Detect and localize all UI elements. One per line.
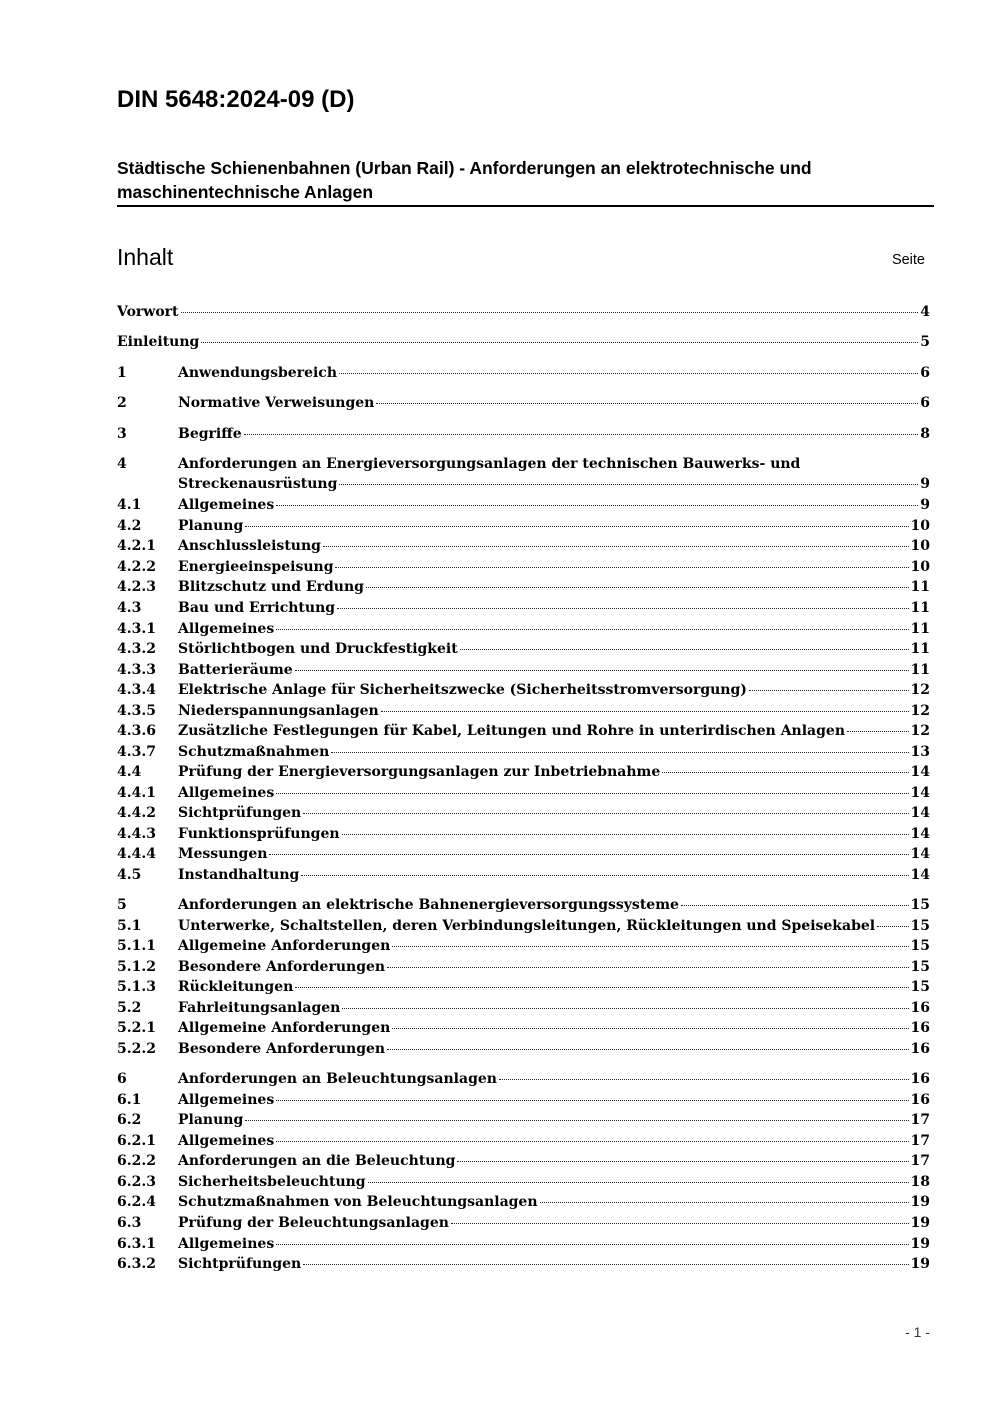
toc-entry-title: Allgemeines <box>178 497 275 513</box>
toc-leader-dots <box>342 834 909 835</box>
toc-entry-section-6[interactable] <box>117 1069 930 1089</box>
toc-entry-title: Sicherheitsbeleuchtung <box>178 1174 366 1190</box>
toc-entry-section-4-3[interactable] <box>117 598 930 618</box>
footer-page-number: - 1 - <box>905 1324 930 1340</box>
toc-entry-page: 16 <box>910 1071 930 1087</box>
toc-entry-section-4-2[interactable] <box>117 516 930 536</box>
toc-entry-section-4-5[interactable] <box>117 865 930 885</box>
toc-entry-title: Fahrleitungsanlagen <box>178 1000 341 1016</box>
toc-heading: Inhalt <box>117 244 174 270</box>
toc-entry-title: Besondere Anforderungen <box>178 1041 386 1057</box>
toc-leader-dots <box>877 926 908 927</box>
toc-entry-einleitung[interactable] <box>117 332 930 352</box>
toc-leader-dots <box>295 987 908 988</box>
toc-entry-page: 17 <box>910 1153 930 1169</box>
toc-entry-title: Anschlussleistung <box>178 538 321 554</box>
toc-entry-section-4-4-4[interactable] <box>117 844 930 864</box>
toc-entry-section-6-2-3[interactable] <box>117 1172 930 1192</box>
toc-leader-dots <box>303 813 908 814</box>
toc-entry-title: Prüfung der Energieversorgungsanlagen zur Inbetriebnahme <box>178 764 661 780</box>
toc-leader-dots <box>245 1120 908 1121</box>
toc-entry-section-4-1[interactable] <box>117 495 930 515</box>
toc-entry-title: Rückleitungen <box>178 979 294 995</box>
toc-leader-dots <box>457 1161 908 1162</box>
toc-entry-page: 14 <box>910 785 930 801</box>
toc-leader-dots <box>366 587 909 588</box>
toc-entry-title: Batterieräume <box>178 662 293 678</box>
toc-entry-title: Normative Verweisungen <box>178 395 375 411</box>
toc-entry-number: 6.3.2 <box>117 1256 156 1272</box>
toc-entry-number: 2 <box>117 395 127 411</box>
toc-entry-section-4-3-3[interactable] <box>117 660 930 680</box>
toc-entry-title: Allgemeine Anforderungen <box>178 1020 391 1036</box>
toc-entry-page: 15 <box>910 979 930 995</box>
document-number: DIN 5648:2024-09 (D) <box>117 86 355 113</box>
toc-entry-number: 4.3.1 <box>117 621 156 637</box>
toc-entry-title: Planung <box>178 518 244 534</box>
toc-entry-page: 14 <box>910 846 930 862</box>
toc-leader-dots <box>276 1244 908 1245</box>
toc-entry-number: 6.2.3 <box>117 1174 156 1190</box>
toc-leader-dots <box>387 967 908 968</box>
toc-entry-page: 12 <box>910 723 930 739</box>
toc-leader-dots <box>269 854 908 855</box>
toc-entry-title: Energieeinspeisung <box>178 559 334 575</box>
toc-entry-number: 5.1 <box>117 918 142 934</box>
toc-entry-title: Allgemeines <box>178 1236 275 1252</box>
toc-leader-dots <box>847 731 909 732</box>
toc-leader-dots <box>342 1008 908 1009</box>
toc-entry-title: Einleitung <box>117 334 200 350</box>
toc-entry-section-5-1-2[interactable] <box>117 957 930 977</box>
toc-entry-title: Funktionsprüfungen <box>178 826 340 842</box>
toc-entry-page: 10 <box>910 538 930 554</box>
toc-leader-dots <box>681 905 909 906</box>
toc-entry-page: 14 <box>910 805 930 821</box>
toc-entry-number: 3 <box>117 426 127 442</box>
toc-entry-number: 1 <box>117 365 127 381</box>
toc-entry-number: 4.3.3 <box>117 662 156 678</box>
toc-leader-dots <box>245 526 908 527</box>
toc-entry-page: 11 <box>910 579 930 595</box>
toc-entry-section-4-2-1[interactable] <box>117 536 930 556</box>
toc-entry-title: Allgemeines <box>178 1133 275 1149</box>
toc-entry-page: 15 <box>910 959 930 975</box>
toc-leader-dots <box>381 711 909 712</box>
toc-entry-section-4-4-1[interactable] <box>117 783 930 803</box>
toc-entry-number: 5.2.2 <box>117 1041 156 1057</box>
toc-entry-section-3[interactable] <box>117 424 930 444</box>
toc-entry-title: Blitzschutz und Erdung <box>178 579 364 595</box>
toc-entry-page: 11 <box>910 662 930 678</box>
toc-entry-page: 11 <box>910 621 930 637</box>
toc-entry-section-5-1-3[interactable] <box>117 977 930 997</box>
toc-entry-page: 12 <box>910 682 930 698</box>
toc-leader-dots <box>540 1202 909 1203</box>
toc-leader-dots <box>301 875 908 876</box>
toc-entry-number: 5.2.1 <box>117 1020 156 1036</box>
toc-leader-dots <box>181 312 919 313</box>
toc-entry-page: 14 <box>910 826 930 842</box>
toc-leader-dots <box>387 1049 908 1050</box>
toc-entry-title: Vorwort <box>117 304 179 320</box>
toc-entry-number: 6.3.1 <box>117 1236 156 1252</box>
toc-entry-title: Allgemeine Anforderungen <box>178 938 391 954</box>
toc-leader-dots <box>337 608 908 609</box>
toc-leader-dots <box>303 1264 908 1265</box>
toc-entry-section-5-2-1[interactable] <box>117 1018 930 1038</box>
toc-leader-dots <box>339 484 918 485</box>
toc-leader-dots <box>335 567 908 568</box>
toc-entry-number: 6.2 <box>117 1112 142 1128</box>
toc-entry-page: 16 <box>910 1041 930 1057</box>
toc-entry-number: 6.2.1 <box>117 1133 156 1149</box>
toc-entry-page: 15 <box>910 897 930 913</box>
toc-entry-vorwort[interactable] <box>117 302 930 322</box>
toc-leader-dots <box>201 342 918 343</box>
toc-entry-page: 16 <box>910 1092 930 1108</box>
toc-leader-dots <box>276 1141 908 1142</box>
toc-entry-number: 4.3.2 <box>117 641 156 657</box>
toc-entry-section-2[interactable] <box>117 393 930 413</box>
toc-entry-title: Anforderungen an elektrische Bahnenergieversorgungssysteme <box>178 897 679 913</box>
toc-entry-section-4-2-3[interactable] <box>117 577 930 597</box>
toc-entry-title: Begriffe <box>178 426 242 442</box>
page-column-label: Seite <box>891 252 925 268</box>
toc-entry-number: 5.1.1 <box>117 938 156 954</box>
toc-entry-page: 14 <box>910 764 930 780</box>
toc-leader-dots <box>460 649 909 650</box>
toc-entry-number: 4.3.6 <box>117 723 156 739</box>
toc-leader-dots <box>244 434 919 435</box>
toc-entry-title: Messungen <box>178 846 268 862</box>
toc-entry-title: Anforderungen an Beleuchtungsanlagen <box>178 1071 497 1087</box>
toc-entry-section-6-3-2[interactable] <box>117 1254 930 1274</box>
toc-leader-dots <box>376 403 918 404</box>
toc-entry-title: Anwendungsbereich <box>178 365 337 381</box>
toc-entry-number: 4.5 <box>117 867 142 883</box>
toc-entry-number: 4.3.7 <box>117 744 156 760</box>
toc-entry-section-4-3-1[interactable] <box>117 619 930 639</box>
toc-entry-number: 4.3.5 <box>117 703 156 719</box>
toc-entry-title: Bau und Errichtung <box>178 600 336 616</box>
toc-entry-page: 19 <box>910 1194 930 1210</box>
toc-entry-page: 10 <box>910 559 930 575</box>
toc-leader-dots <box>323 546 909 547</box>
toc-entry-section-1[interactable] <box>117 363 930 383</box>
toc-entry-page: 14 <box>910 867 930 883</box>
toc-entry-page: 15 <box>910 918 930 934</box>
toc-entry-page: 5 <box>920 334 930 350</box>
toc-entry-page: 9 <box>920 476 930 492</box>
toc-entry-section-4-2-2[interactable] <box>117 557 930 577</box>
toc-entry-title: Sichtprüfungen <box>178 805 302 821</box>
toc-entry-section-6-2-1[interactable] <box>117 1131 930 1151</box>
toc-entry-number: 5 <box>117 897 127 913</box>
toc-entry-section-6-2[interactable] <box>117 1110 930 1130</box>
toc-leader-dots <box>451 1223 909 1224</box>
toc-entry-number: 5.2 <box>117 1000 142 1016</box>
toc-entry-title: Allgemeines <box>178 621 275 637</box>
toc-entry-page: 19 <box>910 1215 930 1231</box>
toc-entry-number: 6.1 <box>117 1092 142 1108</box>
toc-entry-page: 9 <box>920 497 930 513</box>
toc-entry-section-4-3-6[interactable] <box>117 721 930 741</box>
toc-entry-title: Schutzmaßnahmen von Beleuchtungsanlagen <box>178 1194 538 1210</box>
toc-entry-number: 4.4.4 <box>117 846 156 862</box>
toc-entry-page: 16 <box>910 1000 930 1016</box>
toc-entry-title: Planung <box>178 1112 244 1128</box>
toc-entry-title: Störlichtbogen und Druckfestigkeit <box>178 641 458 657</box>
toc-leader-dots <box>662 772 908 773</box>
toc-entry-section-4-4[interactable] <box>117 762 930 782</box>
toc-entry-number: 4.2.2 <box>117 559 156 575</box>
toc-entry-page: 18 <box>910 1174 930 1190</box>
toc-entry-page: 10 <box>910 518 930 534</box>
toc-entry-page: 13 <box>910 744 930 760</box>
toc-leader-dots <box>331 752 908 753</box>
toc-leader-dots <box>499 1079 909 1080</box>
toc-entry-section-5[interactable] <box>117 895 930 915</box>
toc-leader-dots <box>339 373 918 374</box>
toc-entry-title: Besondere Anforderungen <box>178 959 386 975</box>
toc-entry-title: Niederspannungsanlagen <box>178 703 379 719</box>
toc-entry-page: 12 <box>910 703 930 719</box>
toc-entry-number: 4.1 <box>117 497 142 513</box>
toc-entry-title: Prüfung der Beleuchtungsanlagen <box>178 1215 449 1231</box>
toc-entry-section-6-1[interactable] <box>117 1090 930 1110</box>
toc-entry-number: 4.2.3 <box>117 579 156 595</box>
toc-entry-page: 19 <box>910 1256 930 1272</box>
toc-entry-page: 4 <box>920 304 930 320</box>
toc-leader-dots <box>276 629 908 630</box>
toc-entry-page: 11 <box>910 600 930 616</box>
toc-entry-section-6-2-2[interactable] <box>117 1151 930 1171</box>
toc-entry-title-continued: Streckenausrüstung <box>178 476 338 492</box>
document-title: Städtische Schienenbahnen (Urban Rail) - Anforderungen an elektrotechnische und maschinentechnische Anlagen <box>117 156 934 207</box>
toc-entry-number: 4.4.3 <box>117 826 156 842</box>
toc-entry-section-4-3-5[interactable] <box>117 701 930 721</box>
toc-entry-page: 17 <box>910 1112 930 1128</box>
toc-entry-section-6-3-1[interactable] <box>117 1234 930 1254</box>
toc-entry-title: Elektrische Anlage für Sicherheitszwecke (Sicherheitsstromversorgung) <box>178 682 747 698</box>
toc-entry-title: Zusätzliche Festlegungen für Kabel, Leitungen und Rohre in unterirdischen Anlagen <box>178 723 845 739</box>
toc-entry-section-6-2-4[interactable] <box>117 1192 930 1212</box>
toc-entry-page: 11 <box>910 641 930 657</box>
toc-entry-page: 19 <box>910 1236 930 1252</box>
toc-entry-number: 6.3 <box>117 1215 142 1231</box>
toc-entry-section-4-4-3[interactable] <box>117 824 930 844</box>
toc-entry-number: 4.2 <box>117 518 142 534</box>
toc-leader-dots <box>276 1100 908 1101</box>
toc-entry-title: Allgemeines <box>178 785 275 801</box>
toc-entry-section-5-2[interactable] <box>117 998 930 1018</box>
toc-entry-page: 16 <box>910 1020 930 1036</box>
toc-entry-number: 6.2.4 <box>117 1194 156 1210</box>
toc-entry-number: 5.1.2 <box>117 959 156 975</box>
toc-entry-number: 6.2.2 <box>117 1153 156 1169</box>
toc-entry-number: 4.3.4 <box>117 682 156 698</box>
toc-entry-page: 6 <box>920 365 930 381</box>
toc-entry-section-4-4-2[interactable] <box>117 803 930 823</box>
toc-entry-section-4-3-7[interactable] <box>117 742 930 762</box>
toc-entry-section-5-2-2[interactable] <box>117 1039 930 1059</box>
toc-entry-title: Instandhaltung <box>178 867 300 883</box>
toc-entry-title: Anforderungen an die Beleuchtung <box>178 1153 456 1169</box>
toc-entry-page: 17 <box>910 1133 930 1149</box>
toc-entry-title: Unterwerke, Schaltstellen, deren Verbindungsleitungen, Rückleitungen und Speisekabel <box>178 918 876 934</box>
toc-entry-title: Anforderungen an Energieversorgungsanlagen der technischen Bauwerks- und <box>178 456 801 472</box>
toc-entry-number: 4.4 <box>117 764 142 780</box>
toc-entry-section-5-1[interactable] <box>117 916 930 936</box>
toc-entry-section-6-3[interactable] <box>117 1213 930 1233</box>
toc-entry-section-4-3-2[interactable] <box>117 639 930 659</box>
toc-entry-section-4-3-4[interactable] <box>117 680 930 700</box>
toc-leader-dots <box>392 1028 908 1029</box>
toc-leader-dots <box>368 1182 909 1183</box>
toc-leader-dots <box>392 946 908 947</box>
toc-entry-page: 8 <box>920 426 930 442</box>
toc-leader-dots <box>295 670 909 671</box>
toc-entry-number: 4 <box>117 456 127 472</box>
toc-entry-title: Schutzmaßnahmen <box>178 744 330 760</box>
toc-entry-number: 4.3 <box>117 600 142 616</box>
toc-leader-dots <box>749 690 909 691</box>
toc-leader-dots <box>276 793 908 794</box>
toc-entry-number: 4.2.1 <box>117 538 156 554</box>
toc-entry-title: Allgemeines <box>178 1092 275 1108</box>
toc-entry-number: 4.4.1 <box>117 785 156 801</box>
toc-entry-page: 15 <box>910 938 930 954</box>
toc-entry-page: 6 <box>920 395 930 411</box>
toc-entry-title: Sichtprüfungen <box>178 1256 302 1272</box>
toc-entry-number: 4.4.2 <box>117 805 156 821</box>
toc-entry-section-4[interactable] <box>117 454 930 494</box>
toc-entry-number: 6 <box>117 1071 127 1087</box>
toc-entry-number: 5.1.3 <box>117 979 156 995</box>
toc-leader-dots <box>276 505 918 506</box>
toc-entry-section-5-1-1[interactable] <box>117 936 930 956</box>
